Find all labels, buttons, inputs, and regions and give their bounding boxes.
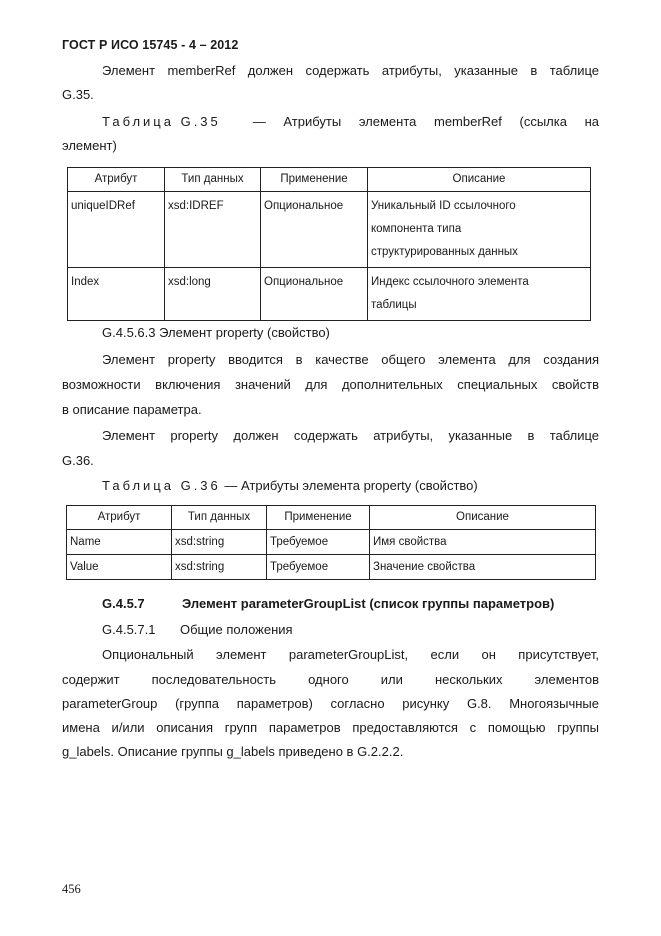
cell-type: xsd:IDREF [165,192,261,268]
paragraph-line: Элемент property вводится в качестве общего элемента для создания [102,352,599,367]
table-header-row [67,506,596,530]
table-36-caption [102,474,478,498]
paragraph-line: содержит последовательность одного или нескольких элементов [62,672,599,687]
table-row [67,530,596,555]
cell-type: xsd:string [172,530,267,555]
table-row [68,192,591,268]
paragraph-line: возможности включения значений для дополнительных специальных свойств [62,377,599,392]
cell-description: Значение свойства [370,555,596,580]
table-36-caption-prefix: Таблица G.36 [102,478,221,493]
column-header: Применение [261,168,368,192]
table-g35 [67,167,591,321]
cell-attribute: Name [67,530,172,555]
paragraph-line: G.36. [62,453,94,468]
cell-attribute: Index [68,268,165,321]
paragraph-line: Элемент memberRef должен содержать атрибуты, указанные в таблице [102,63,599,78]
paragraph-line: Опциональный элемент parameterGroupList, если он присутствует, [102,647,599,662]
cell-description [368,192,591,268]
cell-type: xsd:long [165,268,261,321]
table-header-row [68,168,591,192]
paragraph-line: имена и/или описания групп параметров предоставляются с помощью группы [62,720,599,735]
column-header: Атрибут [68,168,165,192]
subsection-title: Общие положения [180,622,293,637]
section-title: Элемент parameterGroupList (список группы параметров) [182,596,555,611]
cell-usage: Требуемое [267,555,370,580]
table-35-caption-title: — Атрибуты элемента memberRef (ссылка на [252,114,599,129]
table-35-caption-prefix: Таблица G.35 [102,114,221,129]
cell-usage: Требуемое [267,530,370,555]
table-35-caption [102,110,599,134]
column-header: Атрибут [67,506,172,530]
subsection-number: G.4.5.7.1 [102,622,156,637]
description-line: структурированных данных [371,246,518,258]
column-header: Описание [368,168,591,192]
section-number: G.4.5.7 [102,596,145,611]
description-line: Уникальный ID ссылочного [371,200,516,212]
cell-type: xsd:string [172,555,267,580]
column-header: Тип данных [165,168,261,192]
section-heading: G.4.5.6.3 Элемент property (свойство) [102,325,330,340]
document-header: ГОСТ Р ИСО 15745 - 4 – 2012 [62,38,239,52]
table-g36 [66,505,596,580]
table-35-caption-cont: элемент) [62,138,117,153]
paragraph-line: parameterGroup (группа параметров) согласно рисунку G.8. Многоязычные [62,696,599,711]
cell-usage: Опциональное [261,192,368,268]
cell-attribute: Value [67,555,172,580]
description-line: Индекс ссылочного элемента [371,276,529,288]
paragraph-line: в описание параметра. [62,402,202,417]
cell-description [368,268,591,321]
cell-attribute: uniqueIDRef [68,192,165,268]
column-header: Описание [370,506,596,530]
description-line: таблицы [371,299,417,311]
table-row [67,555,596,580]
paragraph-line: Элемент property должен содержать атрибуты, указанные в таблице [102,428,599,443]
cell-description: Имя свойства [370,530,596,555]
description-line: компонента типа [371,223,462,235]
column-header: Применение [267,506,370,530]
column-header: Тип данных [172,506,267,530]
table-row [68,268,591,321]
page-number: 456 [62,882,81,896]
table-36-caption-title: — Атрибуты элемента property (свойство) [220,478,478,493]
cell-usage: Опциональное [261,268,368,321]
paragraph-line: g_labels. Описание группы g_labels приведено в G.2.2.2. [62,744,404,759]
paragraph-line: G.35. [62,87,94,102]
